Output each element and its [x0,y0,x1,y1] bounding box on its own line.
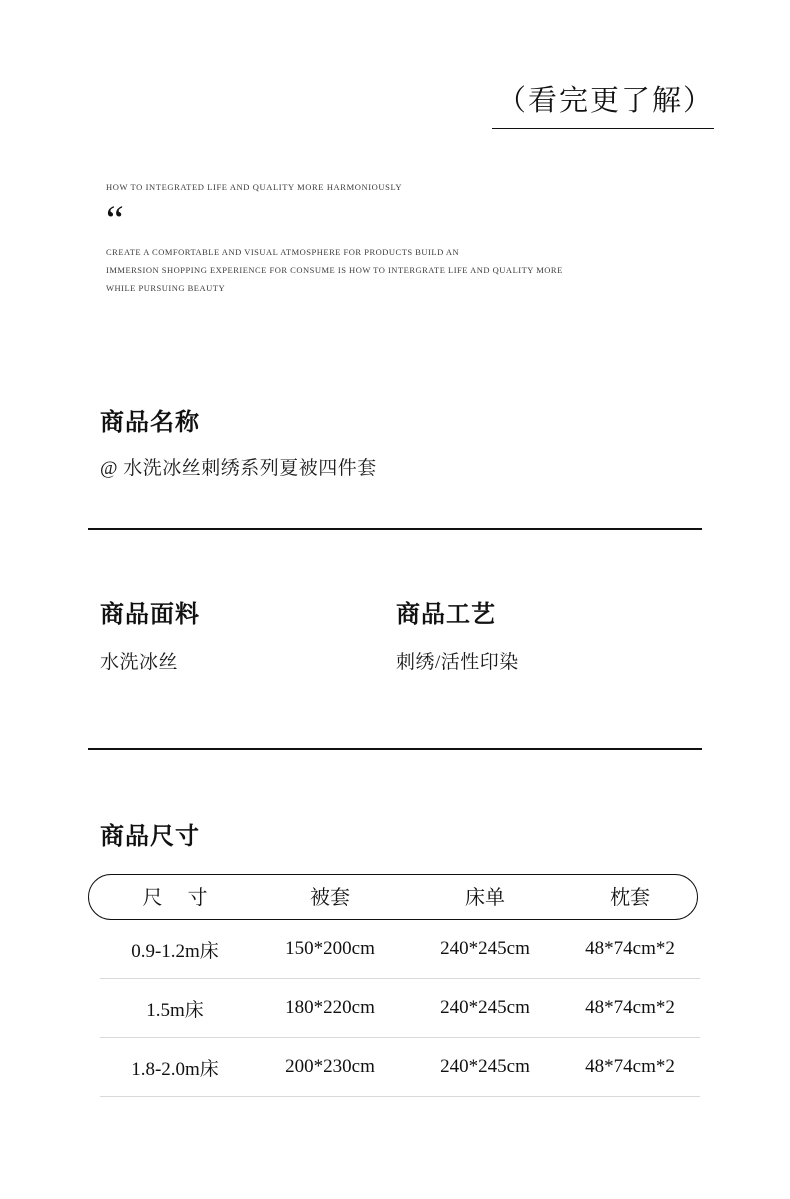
quote-line: WHILE PURSUING BEAUTY [106,282,226,293]
divider [88,528,702,530]
table-column-header: 床单 [465,886,505,909]
product-name-heading: 商品名称 [100,410,200,436]
quote-line: IMMERSION SHOPPING EXPERIENCE FOR CONSUME IS HOW TO INTERGRATE LIFE AND QUALITY MORE [106,265,563,276]
table-row [100,917,700,979]
divider [88,748,702,750]
table-cell: 1.5m床 [100,979,250,1038]
quote-lines [106,244,626,298]
table-cell: 240*245cm [410,917,560,979]
table-cell: 180*220cm [250,979,410,1038]
table-cell: 48*74cm*2 [560,979,700,1038]
table-cell: 48*74cm*2 [560,917,700,979]
fabric-section [100,594,200,674]
table-column-header: 枕套 [610,886,650,909]
table-column-header-label: 尺 寸 [142,886,218,909]
table-column-header [100,873,250,917]
size-table [100,873,700,1097]
table-cell: 0.9-1.2m床 [100,917,250,979]
table-cell: 240*245cm [410,1038,560,1097]
craft-heading: 商品工艺 [396,602,496,628]
table-header-row [100,873,700,917]
table-cell: 240*245cm [410,979,560,1038]
title-underline [492,128,714,129]
quote-mark-icon: “ [106,197,122,243]
fabric-heading: 商品面料 [100,602,200,628]
size-heading: 商品尺寸 [100,824,200,850]
table-column-header: 被套 [310,886,350,909]
table-row [100,979,700,1038]
table-cell: 1.8-2.0m床 [100,1038,250,1097]
table-row [100,1038,700,1097]
quote-block [106,182,626,298]
craft-value: 刺绣/活性印染 [396,652,519,673]
table-cell: 150*200cm [250,917,410,979]
quote-line: CREATE A COMFORTABLE AND VISUAL ATMOSPHERE FOR PRODUCTS BUILD AN [106,247,460,258]
table-cell: 200*230cm [250,1038,410,1097]
fabric-value: 水洗冰丝 [100,652,179,673]
product-name-section [100,402,377,480]
size-section [100,816,714,1097]
table-cell: 48*74cm*2 [560,1038,700,1097]
quote-eyebrow: HOW TO INTEGRATED LIFE AND QUALITY MORE HARMONIOUSLY [106,182,403,192]
page-title: （看完更了解） [496,85,714,117]
product-name-value: @ 水洗冰丝刺绣系列夏被四件套 [100,458,377,479]
craft-section [396,594,519,674]
